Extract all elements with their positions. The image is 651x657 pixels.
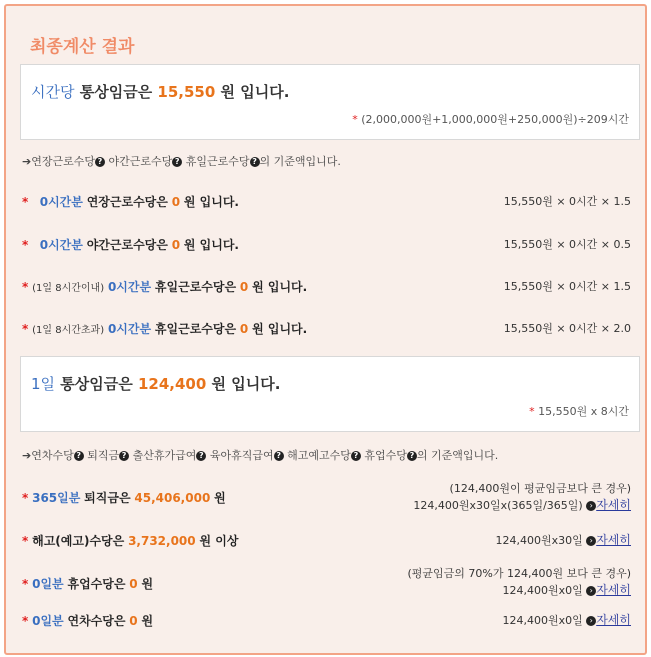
severance-label: 퇴직금은 (84, 491, 131, 505)
holiday-within-label: 휴일근로수당은 (154, 280, 237, 294)
shutdown-unit: 원 (141, 577, 154, 591)
holiday-within-row (22, 278, 631, 298)
severance-formula: 124,400원x30일x(365일/365일) (413, 499, 583, 512)
hourly-label: 통상임금은 (79, 83, 153, 101)
dismissal-value: 3,732,000 (128, 534, 196, 548)
overtime-value: 0 (171, 195, 181, 209)
help-icon[interactable]: ? (74, 451, 84, 461)
hourly-value: 15,550 (157, 83, 216, 101)
holiday-within-formula: 15,550원 × 0시간 × 1.5 (503, 280, 631, 293)
note-dismissal: 해고예고수당 (283, 449, 351, 462)
help-icon[interactable]: ? (407, 451, 417, 461)
overtime-label: 연장근로수당은 (86, 195, 168, 209)
severance-value: 45,406,000 (134, 491, 211, 505)
shutdown-condition: (평균임금의 70%가 124,400원 보다 큰 경우) (407, 567, 631, 580)
shutdown-detail-link[interactable]: 자세히 (596, 583, 631, 597)
hourly-unit: 원 입니다. (220, 83, 290, 101)
star-mark: * (22, 195, 29, 209)
dismissal-label: 해고(예고)수당은 (32, 534, 125, 548)
star-mark: * (22, 322, 29, 336)
annual-label: 연차수당은 (67, 614, 126, 628)
dismissal-detail-link[interactable]: 자세히 (596, 533, 631, 547)
severance-condition: (124,400원이 평균임금보다 큰 경우) (449, 482, 631, 495)
night-label: 야간근로수당은 (86, 238, 168, 252)
holiday-over-hours: 0시간분 (107, 322, 152, 336)
holiday-within-hours: 0시간분 (107, 280, 152, 294)
star-mark: * (22, 280, 29, 294)
holiday-within-qualifier: (1일 8시간이내) (32, 283, 105, 294)
daily-wage-line (31, 373, 280, 394)
note-suffix: 의 기준액입니다. (259, 155, 341, 168)
holiday-over-suffix: 원 입니다. (252, 322, 308, 336)
dismissal-unit: 원 이상 (199, 534, 239, 548)
daily-formula (529, 403, 629, 419)
hourly-basis-note (22, 153, 341, 169)
severance-detail-link[interactable]: 자세히 (596, 498, 631, 512)
star-mark: * (22, 577, 29, 591)
daily-basis-note (22, 447, 498, 463)
star-mark: * (22, 614, 29, 628)
arrow-icon: ➔ (22, 155, 32, 168)
note-holiday: 휴일근로수당 (182, 155, 250, 168)
annual-days: 0일분 (32, 614, 64, 628)
note-parental: 육아휴직급여 (206, 449, 274, 462)
holiday-over-value: 0 (239, 322, 249, 336)
help-icon[interactable]: ? (250, 157, 260, 167)
note-severance: 퇴직금 (83, 449, 120, 462)
help-icon[interactable]: ? (119, 451, 129, 461)
note-overtime: 연장근로수당 (31, 155, 95, 168)
arrow-circle-icon: › (586, 501, 596, 511)
daily-label: 통상임금은 (60, 375, 133, 393)
star-mark: * (22, 238, 29, 252)
help-icon[interactable]: ? (95, 157, 105, 167)
daily-formula-text: 15,550원 x 8시간 (538, 405, 629, 418)
night-hours: 0시간분 (39, 238, 83, 252)
arrow-circle-icon: › (586, 616, 596, 626)
annual-row (22, 612, 631, 632)
note-annual: 연차수당 (31, 449, 74, 462)
overtime-hours: 0시간분 (39, 195, 83, 209)
dismissal-formula: 124,400원x30일 (495, 534, 583, 547)
dismissal-row (22, 532, 631, 552)
daily-wage-box (20, 356, 640, 432)
overtime-formula: 15,550원 × 0시간 × 1.5 (503, 195, 631, 208)
annual-detail-link[interactable]: 자세히 (596, 613, 631, 627)
annual-value: 0 (129, 614, 138, 628)
panel-title: 최종계산 결과 (30, 37, 135, 57)
night-row (22, 236, 631, 256)
shutdown-days: 0일분 (32, 577, 64, 591)
help-icon[interactable]: ? (196, 451, 206, 461)
severance-days: 365일분 (32, 491, 81, 505)
holiday-over-formula: 15,550원 × 0시간 × 2.0 (503, 322, 631, 335)
star-mark: * (22, 491, 29, 505)
arrow-icon: ➔ (22, 449, 32, 462)
shutdown-formula: 124,400원x0일 (502, 584, 583, 597)
hourly-wage-box (20, 64, 640, 140)
night-value: 0 (171, 238, 181, 252)
help-icon[interactable]: ? (172, 157, 182, 167)
holiday-over-row (22, 320, 631, 340)
holiday-over-label: 휴일근로수당은 (154, 322, 237, 336)
note-shutdown: 휴업수당 (360, 449, 407, 462)
hourly-prefix: 시간당 (31, 83, 75, 101)
shutdown-value: 0 (129, 577, 138, 591)
note-night: 야간근로수당 (104, 155, 173, 168)
overtime-row (22, 193, 631, 213)
hourly-formula (352, 111, 629, 127)
night-formula: 15,550원 × 0시간 × 0.5 (503, 238, 631, 251)
hourly-formula-text: (2,000,000원+1,000,000원+250,000원)÷209시간 (361, 113, 629, 126)
note-maternity: 출산휴가급여 (129, 449, 197, 462)
arrow-circle-icon: › (586, 536, 596, 546)
hourly-wage-line (31, 81, 289, 102)
shutdown-row (22, 567, 631, 609)
severance-unit: 원 (214, 491, 226, 505)
severance-row (22, 482, 631, 522)
help-icon[interactable]: ? (274, 451, 284, 461)
shutdown-label: 휴업수당은 (67, 577, 126, 591)
note-suffix: 의 기준액입니다. (416, 449, 499, 462)
daily-unit: 원 입니다. (211, 375, 281, 393)
result-panel (4, 4, 647, 655)
arrow-circle-icon: › (586, 586, 596, 596)
holiday-within-value: 0 (239, 280, 249, 294)
star-mark: * (22, 534, 29, 548)
annual-unit: 원 (141, 614, 154, 628)
star-mark: * (529, 405, 535, 418)
night-suffix: 원 입니다. (183, 238, 239, 252)
star-mark: * (352, 113, 358, 126)
holiday-within-suffix: 원 입니다. (252, 280, 308, 294)
daily-value: 124,400 (137, 375, 207, 393)
overtime-suffix: 원 입니다. (183, 195, 239, 209)
annual-formula: 124,400원x0일 (502, 614, 583, 627)
help-icon[interactable]: ? (351, 451, 361, 461)
daily-prefix: 1일 (31, 375, 56, 393)
holiday-over-qualifier: (1일 8시간초과) (32, 325, 105, 336)
